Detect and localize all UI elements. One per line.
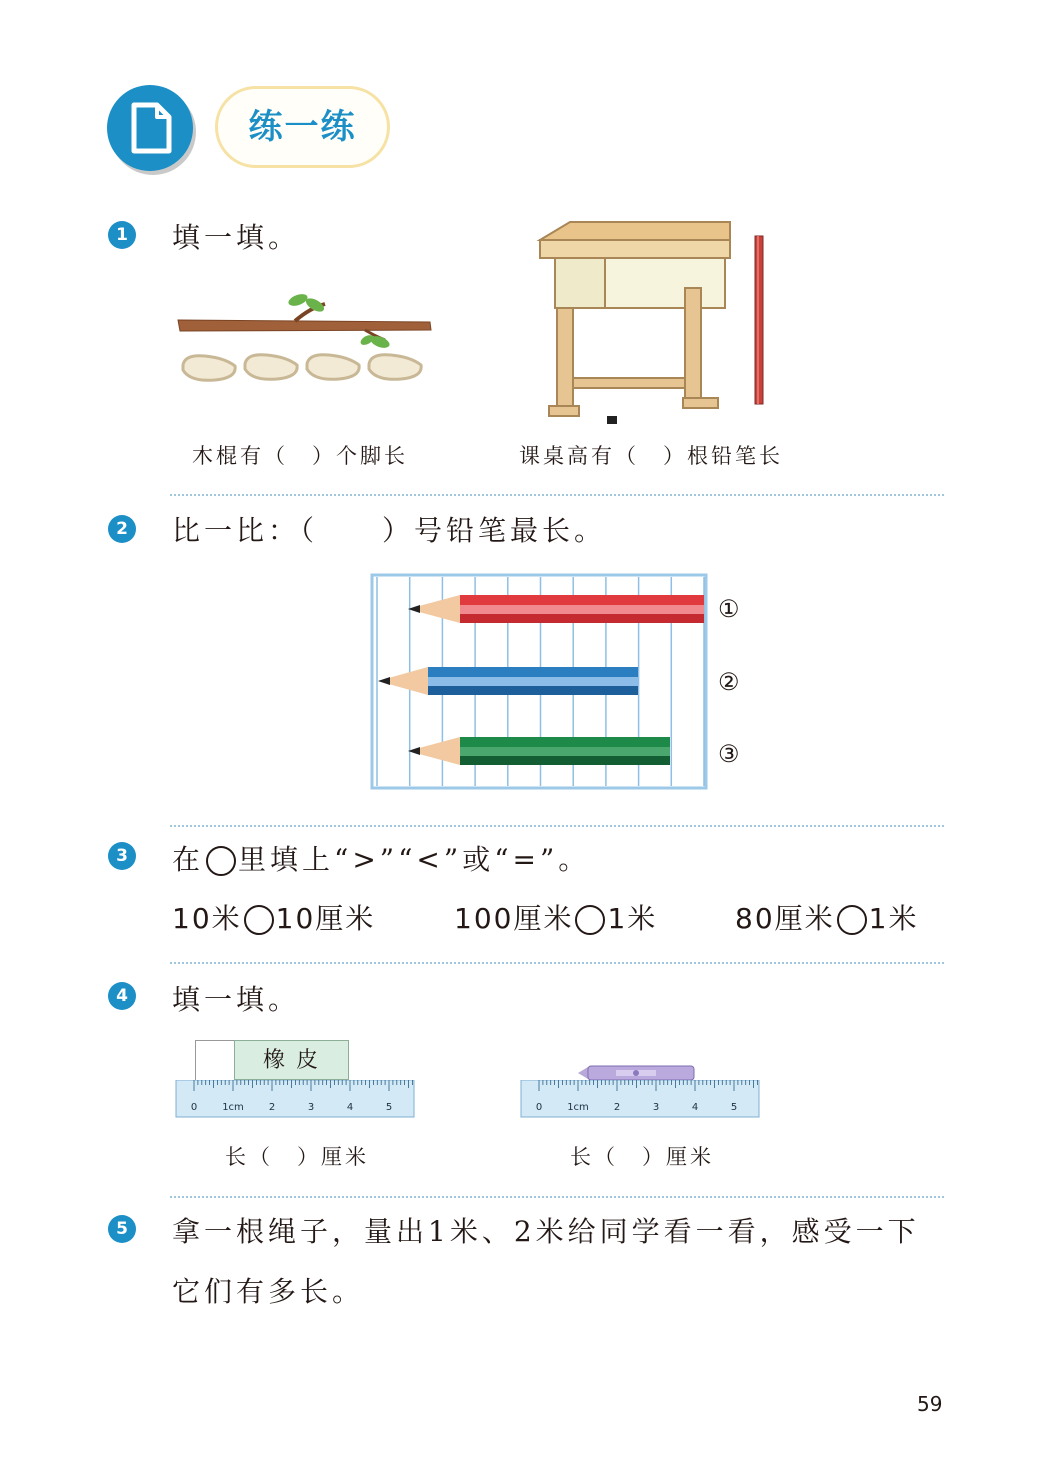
vertical-pencil-icon	[755, 236, 763, 404]
pencil-comparison-grid	[370, 573, 708, 790]
document-icon	[107, 85, 193, 171]
q3-item-1	[172, 897, 375, 937]
q3-item-3	[735, 897, 918, 937]
stick-and-feet-illustration	[175, 290, 435, 395]
wooden-stick	[178, 304, 431, 340]
divider	[170, 962, 944, 964]
desk-and-pencil-illustration	[535, 218, 775, 428]
ruler-tick-label: 1cm	[567, 1102, 589, 1113]
q3-prompt	[172, 838, 590, 878]
question-number-2: 2	[108, 515, 136, 543]
q1-caption-stick: 木棍有（ ）个脚长	[192, 444, 408, 468]
q3-item-1-left: 10米	[172, 902, 242, 935]
ruler-tick-label: 0	[190, 1102, 198, 1113]
q3-item-2-left: 100厘米	[454, 902, 574, 935]
ruler-tick-label: 5	[385, 1102, 393, 1113]
divider	[170, 1196, 944, 1198]
q4-prompt: 填一填。	[172, 983, 301, 1016]
pencil-3-icon	[408, 737, 670, 765]
ruler-tick-label: 4	[691, 1102, 699, 1113]
pencil-1-body-top	[460, 595, 704, 605]
q5-line-2: 它们有多长。	[172, 1275, 365, 1308]
pencil-label-2: ②	[718, 668, 740, 696]
ruler-tick-label: 3	[307, 1102, 315, 1113]
ruler-1	[175, 1080, 415, 1118]
divider	[170, 494, 944, 496]
eraser-label: 橡 皮	[234, 1040, 349, 1080]
question-number-1: 1	[108, 221, 136, 249]
question-number-3: 3	[108, 842, 136, 870]
ruler-tick-label: 5	[730, 1102, 738, 1113]
q3-item-2-right: 1米	[607, 902, 658, 935]
eraser-white-end	[195, 1040, 236, 1082]
q3-item-1-right: 10厘米	[275, 902, 376, 935]
answer-circle-icon	[206, 846, 236, 876]
footprint-icons	[183, 355, 421, 381]
answer-circle-2[interactable]	[575, 905, 605, 935]
q3-item-3-left: 80厘米	[735, 902, 835, 935]
question-number-5: 5	[108, 1215, 136, 1243]
q2-prompt: 比一比：（ ）号铅笔最长。	[172, 514, 607, 547]
ruler-tick-label: 4	[346, 1102, 354, 1113]
q1-caption-desk: 课桌高有（ ）根铅笔长	[519, 444, 783, 468]
pencil-label-3: ③	[718, 740, 740, 768]
q3-item-3-right: 1米	[868, 902, 919, 935]
ruler-tick-label: 2	[268, 1102, 276, 1113]
pencil-label-1: ①	[718, 595, 740, 623]
q3-prompt-a: 在	[172, 843, 205, 876]
q3-prompt-b: 里填上“>”“<”或“=”。	[238, 843, 591, 876]
q4-caption-crayon: 长（ ）厘米	[570, 1145, 714, 1169]
q3-item-2	[454, 897, 657, 937]
desk-icon	[540, 222, 730, 424]
section-title: 练一练	[248, 107, 357, 147]
q1-prompt: 填一填。	[172, 221, 301, 254]
q5-line-1: 拿一根绳子，量出1米、2米给同学看一看，感受一下	[172, 1215, 920, 1248]
ruler-tick-label: 3	[652, 1102, 660, 1113]
practice-section-icon	[107, 85, 193, 171]
pencil-2-icon	[378, 667, 638, 695]
ruler-tick-label: 2	[613, 1102, 621, 1113]
answer-circle-1[interactable]	[244, 905, 274, 935]
ruler-tick-label: 0	[535, 1102, 543, 1113]
ruler-tick-label: 1cm	[222, 1102, 244, 1113]
answer-circle-3[interactable]	[837, 905, 867, 935]
page-number: 59	[917, 1392, 943, 1416]
ruler-2	[520, 1080, 760, 1118]
divider	[170, 825, 944, 827]
q4-caption-eraser: 长（ ）厘米	[225, 1145, 369, 1169]
question-number-4: 4	[108, 982, 136, 1010]
pencil-1-icon	[408, 595, 704, 623]
